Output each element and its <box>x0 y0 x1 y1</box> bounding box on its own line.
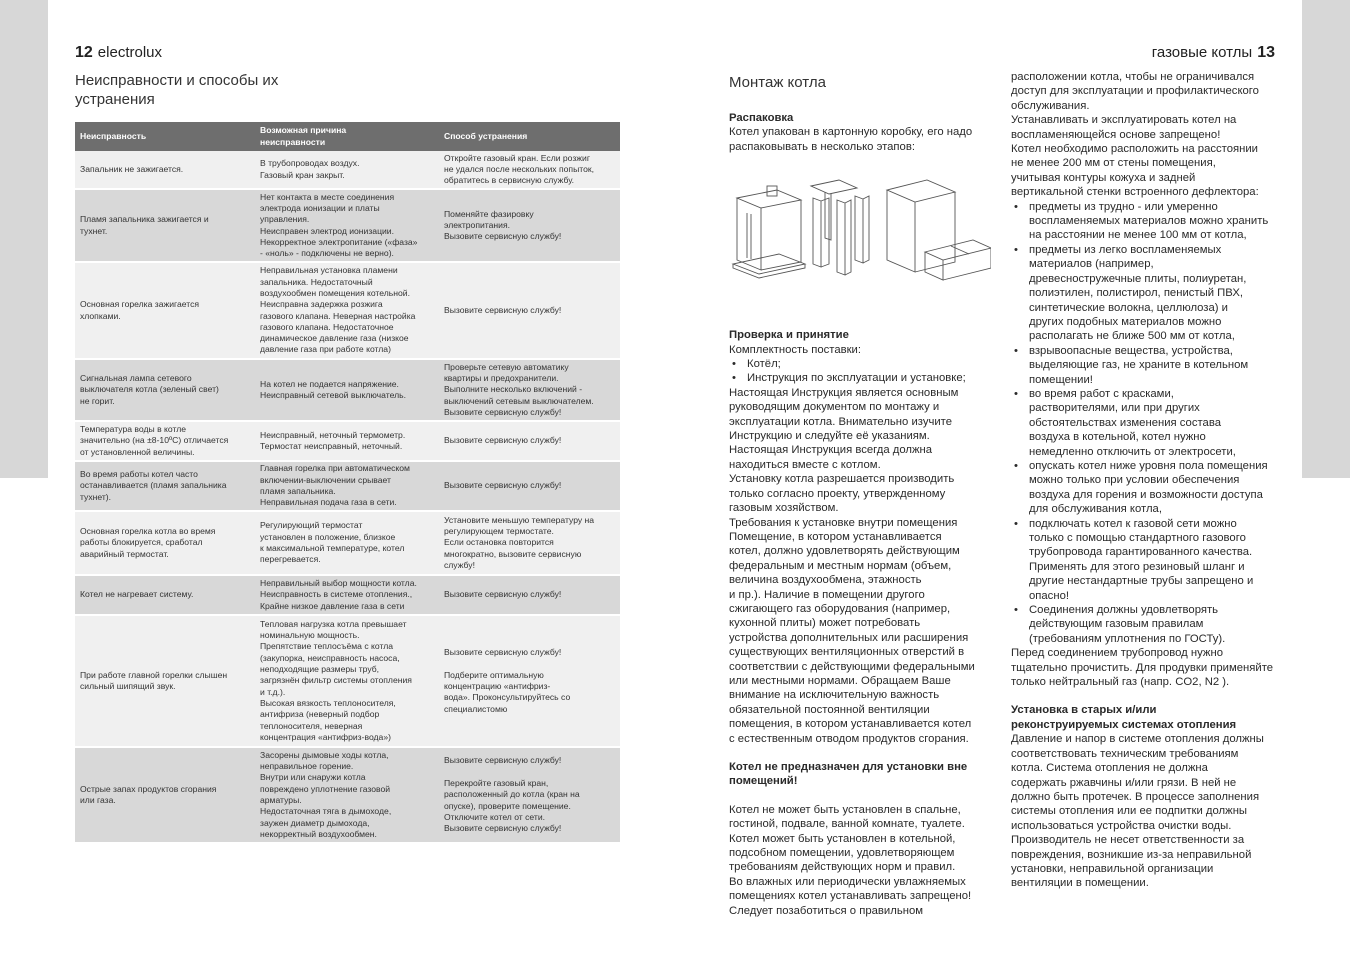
fault-cell: Во время работы котел часто останавливается (пламя запальника тухнет). <box>75 461 255 511</box>
placement-rules-list <box>1011 200 1276 647</box>
table-row <box>75 575 620 615</box>
table-row <box>75 511 620 575</box>
list-item: • подключать котел к газовой сети можно только с помощью стандартного газового трубопровода гарантированного качества. Применять для этого резиновый шланг и другие нестандартные трубы запрещено и опасно! <box>1011 517 1276 603</box>
fault-cell: Котел не нагревает систему. <box>75 575 255 615</box>
cause-cell: Неисправный, неточный термометр. Термостат неисправный, неточный. <box>255 421 439 461</box>
cause-cell: Регулирующий термостат установлен в положение, близкое к максимальной температуре, котел перегревается. <box>255 511 439 575</box>
delivery-contents-label: Комплектность поставки: <box>729 343 862 356</box>
table-row <box>75 461 620 511</box>
left-page-number: 12 <box>75 44 93 61</box>
left-page-header <box>75 44 162 62</box>
right-column-2 <box>1011 70 1276 891</box>
room-requirements-text: Котел не может быть установлен в спальне, гостиной, подвале, ванной комнате, туалете. Котел может быть установлен в котельной, подсобном помещении, удовлетворяющем требованиям действующих норм и правил. Во влажных или периодически увлажняемых помещениях котел устанавливать запрещено! Следует позаботиться о правильном <box>729 803 972 917</box>
list-item: • опускать котел ниже уровня пола помещения можно только при условии обеспечения воздуха для горения и возможности доступа для обслуживания котла, <box>1011 459 1276 517</box>
table-row <box>75 421 620 461</box>
cause-cell: Главная горелка при автоматическом включении-выключении срывает пламя запальника. Неправильная подача газа в сети. <box>255 461 439 511</box>
section-name: газовые котлы <box>1151 44 1253 61</box>
table-row <box>75 262 620 359</box>
fault-cell: Температура воды в котле значительно (на ±8-10ºC) отличается от установленной величины. <box>75 421 255 461</box>
remedy-cell: Вызовите сервисную службу! <box>439 421 620 461</box>
placement-text: расположении котла, чтобы не ограничивался доступ для эксплуатации и профилактического обслуживания. Устанавливать и эксплуатировать котел на воспламеняющейся основе запрещено! Котел необходимо расположить на расстоянии не менее 200 мм от стены помещения, учитывая контуры кожуха и задней вертикальной стенки встроенного дефлектора: <box>1011 71 1259 199</box>
cause-cell: Нет контакта в месте соединения электрода ионизации и платы управления. Неисправен электрод ионизации. Некорректное электропитание («фаза» - «ноль» - подключены не верно). <box>255 189 439 262</box>
troubleshooting-table <box>75 122 620 844</box>
list-item: • во время работ с красками, растворителями, или при других обстоятельствах изменения состава воздуха в котельной, котел нужно немедленно отключить от электросети, <box>1011 387 1276 459</box>
list-item: • предметы из легко воспламеняемых материалов (например, древесностружечные плиты, полиуретан, полиэтилен, полистирол, пенистый ПВХ, синтетические волокна, целлюлоза) и других подобных материалов можно располагать не ближе 500 мм от котла, <box>1011 243 1276 344</box>
right-page-header <box>1152 44 1275 62</box>
unpacking-heading: Распаковка <box>729 112 794 124</box>
instruction-text: Настоящая Инструкция является основным руководящим документом по монтажу и эксплуатации котла. Внимательно изучите Инструкцию и следуйте её указаниям. Настоящая Инструкция всегда должна находиться вместе с котлом. Установку котла разрешается производить только согласно проекту, утвержденному газовым хозяйством. Требования к установке внутри помещения Помещение, в котором устанавливается котел, должно удовлетворять действующим федеральным и местным нормам (объем, величина воздухообмена, этажность и пр.). Наличие в помещении другого сжигающего газ оборудования (например, кухонной плиты) может потребовать устройства дополнительных или расширения существующих вентиляционных отверстий в соответствии с действующими федеральными или местными нормами. Обращаем Ваше внимание на исключительную важность обязательной постоянной вентиляции помещения, в котором устанавливается котел с естественным отводом продуктов сгорания. <box>729 386 975 745</box>
fault-cell: Пламя запальника зажигается и тухнет. <box>75 189 255 262</box>
remedy-cell: Вызовите сервисную службу! <box>439 262 620 359</box>
list-item: • Инструкция по эксплуатации и установке; <box>729 371 991 385</box>
cause-cell: На котел не подается напряжение. Неисправный сетевой выключатель. <box>255 359 439 421</box>
remedy-cell: Установите меньшую температуру на регулирующем термостате. Если остановка повторится многократно, вызовите сервисную службу! <box>439 511 620 575</box>
cause-cell: Неправильный выбор мощности котла. Неисправность в системе отопления., Крайне низкое давление газа в сети <box>255 575 439 615</box>
outdoor-warning-heading: Котел не предназначен для установки вне помещений! <box>729 761 968 788</box>
left-edge-tab <box>0 0 48 478</box>
column-header-remedy: Способ устранения <box>439 122 620 151</box>
inspection-heading: Проверка и принятие <box>729 329 849 342</box>
fault-cell: Острые запах продуктов сгорания или газа. <box>75 747 255 843</box>
table-row <box>75 359 620 421</box>
remedy-cell: Откройте газовый кран. Если розжиг не удался после нескольких попыток, обратитесь в сервисную службу. <box>439 151 620 189</box>
delivery-contents-list <box>729 357 991 386</box>
list-item: • взрывоопасные вещества, устройства, выделяющие газ, не храните в котельном помещении! <box>1011 344 1276 387</box>
fault-cell: Сигнальная лампа сетевого выключателя котла (зеленый свет) не горит. <box>75 359 255 421</box>
brand-name: electrolux <box>97 44 162 61</box>
remedy-cell: Вызовите сервисную службу! Перекройте газовый кран, расположенный до котла (кран на опуске), проверите помещение. Отключите котел от сети. Вызовите сервисную службу! <box>439 747 620 843</box>
remedy-cell: Вызовите сервисную службу! Подберите оптимальную концентрацию «антифриз- вода». Проконсультируйтесь со специалистомю <box>439 615 620 747</box>
remedy-cell: Поменяйте фазировку электропитания. Вызовите сервисную службу! <box>439 189 620 262</box>
unpacking-text: Котел упакован в картонную коробку, его надо распаковывать в несколько этапов: <box>729 126 973 153</box>
table-row <box>75 615 620 747</box>
column-header-fault: Неисправность <box>75 122 255 151</box>
purging-text: Перед соединением трубопровод нужно тщательно прочистить. Для продувки применяйте только нейтральный газ (напр. CO2, N2 ). <box>1011 647 1274 689</box>
old-systems-heading: Установка в старых и/или реконструируемых системах отопления <box>1011 704 1237 731</box>
fault-cell: При работе главной горелки слышен сильный шипящий звук. <box>75 615 255 747</box>
remedy-cell: Вызовите сервисную службу! <box>439 461 620 511</box>
cause-cell: Неправильная установка пламени запальника. Недостаточный воздухообмен помещения котельной. Неисправна задержка розжига газового клапана. Неверная настройка газового клапана. Недостаточное динамическое давление газа (низкое давление газа при работе котла) <box>255 262 439 359</box>
cause-cell: В трубопроводах воздух. Газовый кран закрыт. <box>255 151 439 189</box>
column-header-cause: Возможная причина неисправности <box>255 122 439 151</box>
fault-cell: Запальник не зажигается. <box>75 151 255 189</box>
right-page-number: 13 <box>1257 44 1275 61</box>
fault-cell: Основная горелка зажигается хлопками. <box>75 262 255 359</box>
list-item: • Соединения должны удовлетворять действующим газовым правилам (требованиям уплотнения по ГОСТу). <box>1011 603 1276 646</box>
cause-cell: Засорены дымовые ходы котла, неправильное горение. Внутри или снаружи котла повреждено уплотнение газовой арматуры. Недостаточная тяга в дымоходе, заужен диаметр дымохода, некорректный воздухообмен. <box>255 747 439 843</box>
unpacking-steps-illustration <box>729 168 991 288</box>
table-row <box>75 747 620 843</box>
table-header-row <box>75 122 620 151</box>
list-item: • Котёл; <box>729 357 991 371</box>
cause-cell: Тепловая нагрузка котла превышает номинальную мощность. Препятствие теплосъёма с котла (закупорка, неисправность насоса, неподходящие размеры труб, загрязнён фильтр системы отопления и т.д.). Высокая вязкость теплоносителя, антифриза (неверный подбор теплоносителя, неверная концентрация «антифриз-вода») <box>255 615 439 747</box>
table-row <box>75 189 620 262</box>
remedy-cell: Вызовите сервисную службу! <box>439 575 620 615</box>
remedy-cell: Проверьте сетевую автоматику квартиры и предохранители. Выполните несколько включений - выключений сетевым выключателем. Вызовите сервисную службу! <box>439 359 620 421</box>
table-row <box>75 151 620 189</box>
list-item: • предметы из трудно - или умеренно воспламеняемых материалов можно хранить на расстоянии не менее 100 мм от котла, <box>1011 200 1276 243</box>
right-edge-tab <box>1302 0 1350 478</box>
old-systems-text: Давление и напор в системе отопления должны соответствовать техническим требованиям котла. Система отопления не должна содержать ржавчины и/или грязи. В ней не должно быть протечек. В процессе заполнения системы отопления или ее подпитки должны использоваться устройства очистки воды. Производитель не несет ответственности за повреждения, возникшие из-за неправильной установки, неправильной организации вентиляции в помещении. <box>1011 733 1264 890</box>
right-column-1 <box>729 111 991 918</box>
right-page-title: Монтаж котла <box>729 74 826 91</box>
fault-cell: Основная горелка котла во время работы блокируется, сработал аварийный термостат. <box>75 511 255 575</box>
left-page-title: Неисправности и способы их устранения <box>75 72 279 108</box>
